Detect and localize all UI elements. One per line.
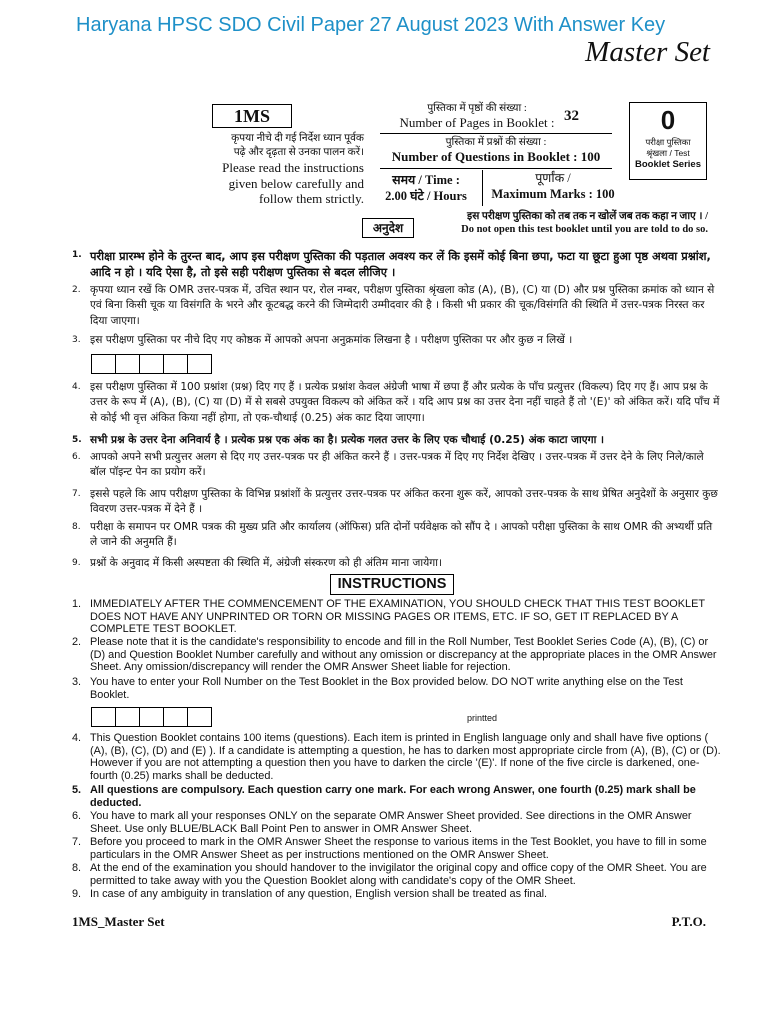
- item-text: इससे पहले कि आप परीक्षण पुस्तिका के विभिन्न प्रश्नांशों के प्रत्युत्तर उत्तर-पत्रक पर अंकित करना शुरू करें, आपको उत्तर-पत्रक के साथ प्रेषित अनुदेशों के अनुसार कुछ विवरण उत्तर-पत्रक में देने हैं ।: [90, 488, 718, 516]
- meta-divider: [380, 168, 612, 169]
- note-en-line-2: given below carefully and: [228, 175, 364, 191]
- roll-box[interactable]: [187, 354, 212, 374]
- series-label-en: Booklet Series: [635, 159, 701, 170]
- marks-block: [486, 170, 620, 202]
- booklet-series-box: [629, 102, 707, 180]
- hindi-item: [72, 248, 722, 280]
- english-item: [72, 732, 722, 782]
- warning-en: Do not open this test booklet until you are told to do so.: [461, 224, 708, 235]
- item-number: 7.: [72, 836, 82, 848]
- item-number: 3.: [72, 335, 81, 345]
- series-label-hi-1: परीक्षा पुस्तिका: [645, 137, 691, 147]
- roll-box[interactable]: [163, 707, 188, 727]
- item-text: इस परीक्षण पुस्तिका पर नीचे दिए गए कोष्ठक में आपको अपना अनुक्रमांक लिखना है । परीक्षण पुस्तिका पर और कुछ न लिखें ।: [90, 334, 573, 346]
- questions-label: [372, 136, 620, 164]
- hindi-item: [72, 380, 722, 426]
- pages-label-hi: पुस्तिका में पृष्ठों की संख्या :: [427, 103, 527, 114]
- questions-label-hi: पुस्तिका में प्रश्नों की संख्या :: [445, 137, 547, 148]
- roll-box[interactable]: [91, 354, 116, 374]
- item-number: 2.: [72, 285, 81, 295]
- hindi-item: [72, 283, 722, 329]
- note-en-line-3: follow them strictly.: [259, 191, 364, 206]
- time-value: 2.00 घंटे / Hours: [385, 189, 467, 203]
- english-item: [72, 598, 722, 636]
- item-number: 6.: [72, 810, 82, 822]
- note-en-line-1: Please read the instructions: [222, 160, 364, 175]
- pages-label: [372, 102, 582, 130]
- hindi-item: [72, 333, 722, 348]
- roll-number-boxes-english[interactable]: [92, 707, 212, 727]
- pages-value: 32: [564, 108, 579, 124]
- time-block: [372, 172, 480, 204]
- item-text: आपको अपने सभी प्रत्युत्तर अलग से दिए गए उत्तर-पत्रक पर ही अंकित करने हैं । उत्तर-पत्रक में दिए गए निर्देश देखिए । उत्तर-पत्रक में उत्तर देने के लिए निले/काले बॉल पॉइन्ट पेन का प्रयोग करें।: [90, 451, 704, 479]
- item-text: You have to enter your Roll Number on the Test Booklet in the Box provided below. DO NOT write anything else on the Test Booklet.: [90, 676, 683, 701]
- item-text: परीक्षा के समापन पर OMR पत्रक की मुख्य प्रति और कार्यालय (ऑफिस) प्रति दोनों पर्यवेक्षक को सौंप दे । आपको परीक्षा पुस्तिका के साथ OMR की अभ्यर्थी प्रति ले जाने की अनुमति हैं।: [90, 521, 713, 549]
- hindi-item: [72, 433, 722, 448]
- page-banner: Haryana HPSC SDO Civil Paper 27 August 2023 With Answer Key: [76, 14, 666, 36]
- footer-set-label: 1MS_Master Set: [72, 914, 165, 929]
- item-text: सभी प्रश्न के उत्तर देना अनिवार्य है । प्रत्येक प्रश्न एक अंक का है। प्रत्येक गलत उत्तर के लिए एक चौथाई (0.25) अंक काटा जाएगा ।: [90, 434, 605, 446]
- roll-box[interactable]: [163, 354, 188, 374]
- roll-number-boxes-hindi[interactable]: [92, 354, 212, 374]
- hindi-item: [72, 487, 722, 518]
- roll-box[interactable]: [187, 707, 212, 727]
- item-number: 8.: [72, 522, 81, 532]
- hindi-item: [72, 520, 722, 551]
- meta-divider: [380, 133, 612, 134]
- roll-box[interactable]: [139, 354, 164, 374]
- item-text: कृपया ध्यान रखें कि OMR उत्तर-पत्रक में, उचित स्थान पर, रोल नम्बर, परीक्षण पुस्तिका श्रृंखला कोड (A), (B), (C) या (D) और प्रश्न पुस्तिका क्रमांक को ध्यान से एवं बिना किसी चूक या विसंगति के भरने और कूटबद्ध करने की जिम्मेदारी उम्मीदवार की है । किसी भी प्रकार की चूक/विसंगति की स्थिति में उत्तर-पत्रक निरस्त कर दिया जाएगा।: [90, 284, 715, 327]
- series-label-hi-2: श्रृंखला / Test: [646, 148, 690, 158]
- marks-label-en: Maximum Marks : 100: [491, 187, 615, 201]
- item-text: In case of any ambiguity in translation of any question, English version shall be treated as final.: [90, 888, 548, 900]
- roll-box[interactable]: [91, 707, 116, 727]
- english-item: [72, 676, 722, 701]
- instructions-heading: INSTRUCTIONS: [330, 574, 454, 595]
- item-number: 7.: [72, 489, 81, 499]
- read-instructions-note: [200, 132, 364, 207]
- do-not-open-warning: [461, 210, 708, 236]
- item-text: At the end of the examination you should handover to the invigilator the original copy and office copy of the OMR Sheet. You are permitted to take away with you the Question Booklet along with candidate's copy of the OMR Sheet.: [90, 862, 707, 887]
- printted-note: printted: [467, 713, 498, 723]
- item-number: 4.: [72, 382, 81, 392]
- roll-box[interactable]: [115, 354, 140, 374]
- item-text: परीक्षा प्रारम्भ होने के तुरन्त बाद, आप इस परीक्षण पुस्तिका की पड़ताल अवश्य कर लें कि इसमें कोई बिना छपा, फटा या छूटा हुआ पृष्ठ अथवा प्रश्नांश, आदि न हो । यदि ऐसा है, तो इसे सही परीक्षण पुस्तिका से बदल लीजिए ।: [90, 249, 711, 279]
- questions-label-en: Number of Questions in Booklet : 100: [391, 149, 601, 164]
- anudesh-heading: अनुदेश: [362, 218, 414, 238]
- item-number: 9.: [72, 888, 82, 900]
- item-text: You have to mark all your responses ONLY on the separate OMR Answer Sheet provided. See directions in the OMR Answer Sheet. Use only BLUE/BLACK Ball Point Pen to answer in OMR Answer Sheet.: [90, 810, 692, 835]
- note-hi-line-2: पढ़े और दृढ़ता से उनका पालन करें।: [233, 147, 364, 158]
- meta-vertical-divider: [482, 170, 483, 206]
- item-text: IMMEDIATELY AFTER THE COMMENCEMENT OF THE EXAMINATION, YOU SHOULD CHECK THAT THIS TEST BOOKLET DOES NOT HAVE ANY UNPRINTED OR TORN OR MISSING PAGES OR ITEMS, ETC. IF SO, GET IT REPLACED BY A COMPLETE TEST BOOKLET.: [90, 598, 705, 636]
- item-text: प्रश्नों के अनुवाद में किसी अस्पष्टता की स्थिति में, अंग्रेजी संस्करण को ही अंतिम माना जायेगा।: [90, 557, 442, 569]
- marks-label-hi: पूर्णांक /: [535, 171, 571, 185]
- time-label: समय / Time :: [392, 173, 460, 187]
- item-number: 9.: [72, 558, 81, 568]
- item-text: Before you proceed to mark in the OMR Answer Sheet the response to various items in the Test Booklet, you have to fill in some particulars in the OMR Answer Sheet as per instructions mentioned on the OMR Answer Sheet.: [90, 836, 707, 861]
- item-number: 6.: [72, 452, 81, 462]
- warning-hi: इस परीक्षण पुस्तिका को तब तक न खोलें जब तक कहा न जाए । /: [467, 211, 708, 222]
- note-hi-line-1: कृपया नीचे दी गई निर्देश ध्यान पूर्वक: [231, 133, 364, 144]
- item-text: All questions are compulsory. Each question carry one mark. For each wrong Answer, one fourth (0.25) mark shall be deducted.: [90, 784, 696, 809]
- item-number: 5.: [72, 784, 82, 796]
- item-number: 4.: [72, 732, 82, 744]
- item-number: 3.: [72, 676, 82, 688]
- booklet-code: 1MS: [212, 104, 292, 128]
- series-number: 0: [660, 105, 676, 135]
- item-number: 2.: [72, 636, 82, 648]
- item-text: Please note that it is the candidate's responsibility to encode and fill in the Roll Number, Test Booklet Series Code (A), (B), (C) or (D) and Question Booklet Number carefully and without any omission or discrepancy at the appropriate places in the OMR Answer Sheet. Any omission/discrepancy will render the OMR Answer Sheet liable for rejection.: [90, 636, 717, 674]
- english-item: [72, 810, 722, 835]
- roll-box[interactable]: [115, 707, 140, 727]
- hindi-item: [72, 556, 722, 571]
- roll-box[interactable]: [139, 707, 164, 727]
- item-number: 1.: [72, 250, 82, 260]
- item-text: This Question Booklet contains 100 items (questions). Each item is printed in English language only and shall have five options ( (A), (B), (C), (D) and (E) ). If a candidate is attempting a question, he has to darken most appropriate circle from (A), (B), (C) or (D). However if you are not attempting a question then you have to darken the circle '(E)'. If none of the five circle is darkened, one-fourth (0.25) marks shall be deducted.: [90, 732, 721, 782]
- pages-label-en: Number of Pages in Booklet :: [399, 115, 555, 130]
- english-item: [72, 636, 722, 674]
- english-item: [72, 784, 722, 809]
- english-item: [72, 888, 722, 901]
- english-item: [72, 836, 722, 861]
- item-number: 5.: [72, 435, 82, 445]
- master-set-label: Master Set: [585, 36, 710, 68]
- footer-pto: P.T.O.: [671, 914, 706, 929]
- hindi-item: [72, 450, 722, 481]
- item-number: 1.: [72, 598, 82, 610]
- english-item: [72, 862, 722, 887]
- item-number: 8.: [72, 862, 82, 874]
- item-text: इस परीक्षण पुस्तिका में 100 प्रश्नांश (प्रश्न) दिए गए हैं । प्रत्येक प्रश्नांश केवल अंग्रेजी भाषा में छपा हैं और प्रत्येक के पाँच प्रत्युत्तर (विकल्प) दिए गए हैं। आप प्रश्न के उत्तर के रूप में (A), (B), (C) या (D) में से सबसे उपयुक्त विकल्प को अंकित करें । यदि आप प्रश्न का उत्तर देना नहीं चाहते हैं तो '(E)' को अंकित करें। यदि पाँच में से कोई भी वृत्त अंकित किया नहीं होगा, तो एक-चौथाई (0.25) अंक काट दिया जाएगा।: [90, 381, 720, 424]
